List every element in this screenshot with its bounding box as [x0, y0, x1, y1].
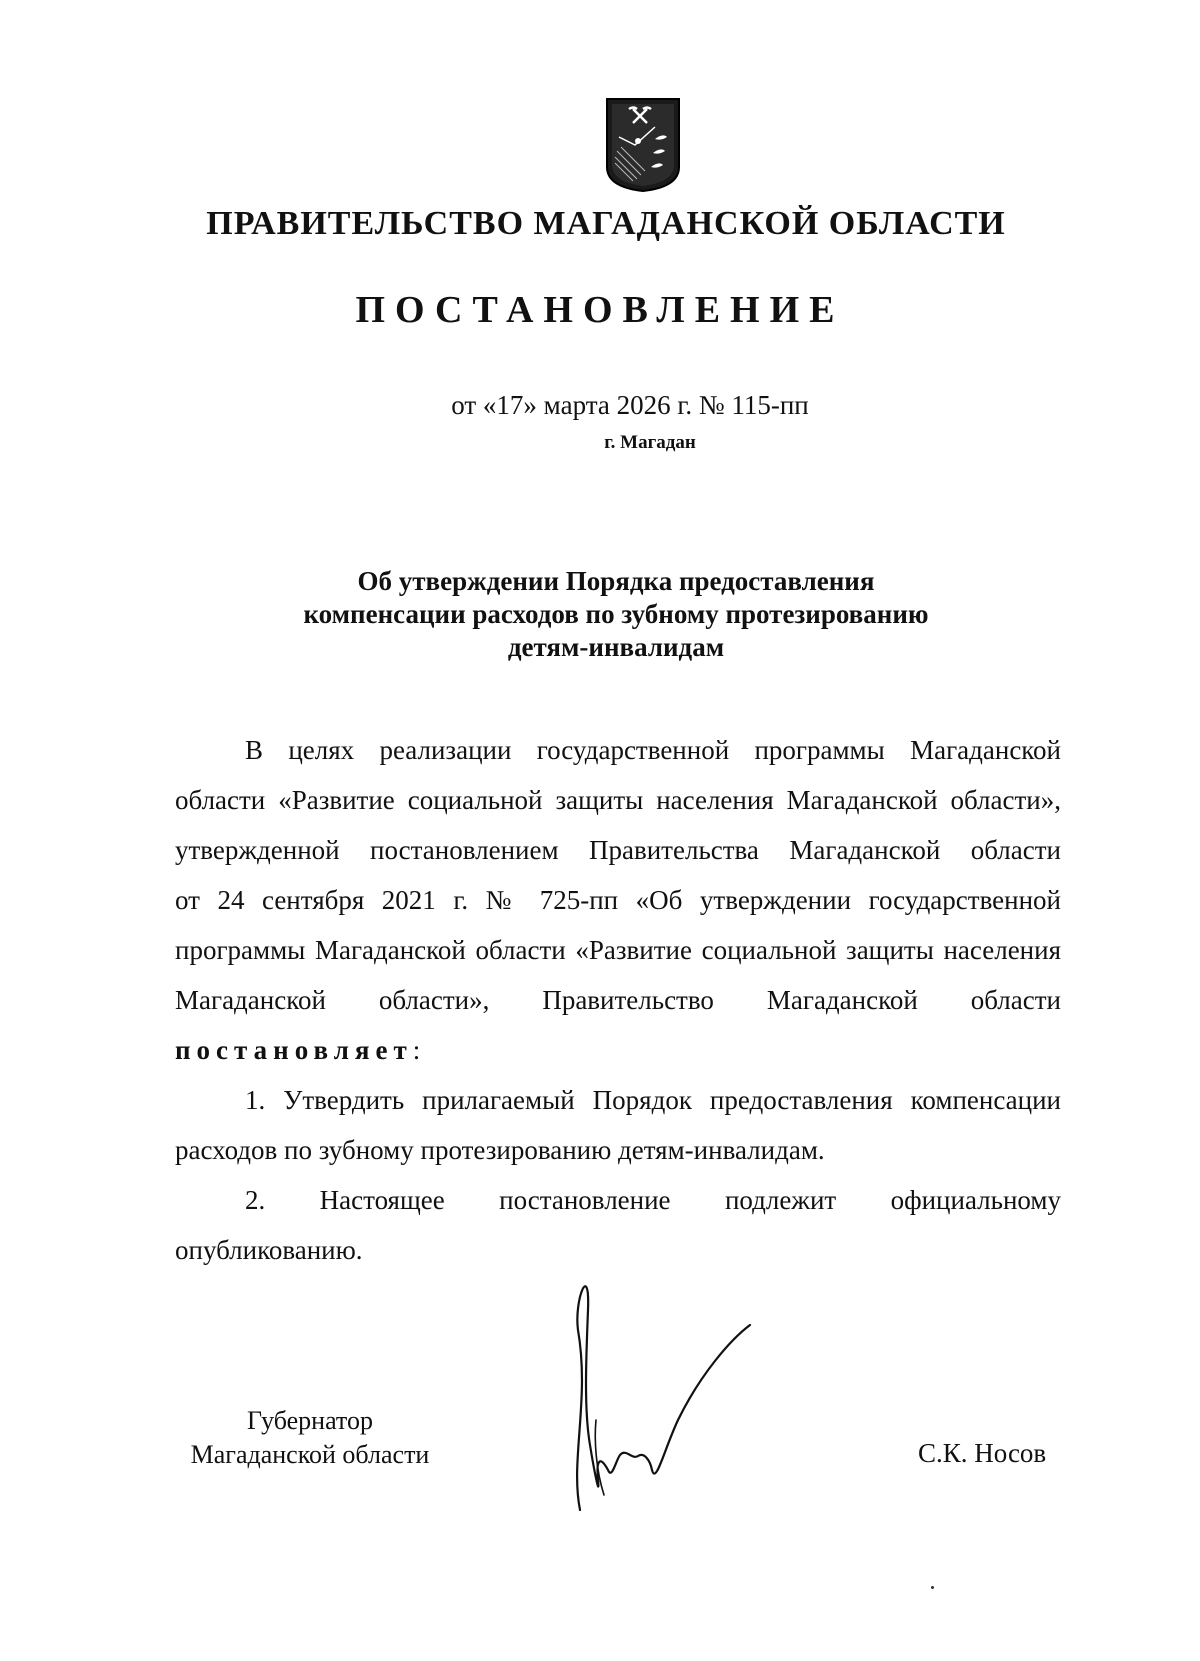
preamble-line: утвержденной постановлением Правительства Магаданской области: [175, 835, 1061, 865]
signatory-name: С.К. Носов: [918, 1438, 1047, 1468]
resolves-colon: :: [412, 1035, 421, 1065]
resolves-line: [175, 1033, 1061, 1083]
scan-speck: [931, 1586, 934, 1589]
coat-of-arms-emblem: [605, 97, 681, 193]
preamble-line: от 24 сентября 2021 г. № 725-пп «Об утверждении государственной: [175, 885, 1061, 915]
subject-line: детям-инвалидам: [507, 632, 725, 662]
preamble-line: области «Развитие социальной защиты населения Магаданской области»,: [175, 785, 1061, 815]
preamble-line: Магаданской области», Правительство Магаданской области: [175, 985, 1061, 1015]
subject-line: Об утверждении Порядка предоставления: [357, 566, 875, 596]
item-2-line: опубликованию.: [175, 1235, 363, 1265]
resolves-word: постановляет: [175, 1035, 413, 1065]
city: г. Магадан: [604, 432, 696, 453]
item-1-line: расходов по зубному протезированию детям-инвалидам.: [175, 1135, 825, 1165]
date-and-number: от «17» марта 2026 г. № 115-пп: [451, 390, 809, 420]
signatory-position: Губернатор: [247, 1406, 373, 1435]
item-2-line: 2. Настоящее постановление подлежит официальному: [245, 1185, 1061, 1215]
preamble-line: программы Магаданской области «Развитие социальной защиты населения: [175, 935, 1061, 965]
organization-title: ПРАВИТЕЛЬСТВО МАГАДАНСКОЙ ОБЛАСТИ: [206, 205, 1006, 242]
document-type-heading: ПОСТАНОВЛЕНИЕ: [355, 289, 845, 331]
handwritten-signature: [560, 1270, 810, 1520]
signatory-region: Магаданской области: [190, 1440, 430, 1469]
document-subject: [0, 565, 1200, 664]
item-1-line: 1. Утвердить прилагаемый Порядок предоставления компенсации: [245, 1085, 1061, 1115]
preamble-line: В целях реализации государственной программы Магаданской: [245, 735, 1061, 765]
subject-line: компенсации расходов по зубному протезированию: [303, 599, 929, 629]
document-body: [175, 733, 1061, 1283]
